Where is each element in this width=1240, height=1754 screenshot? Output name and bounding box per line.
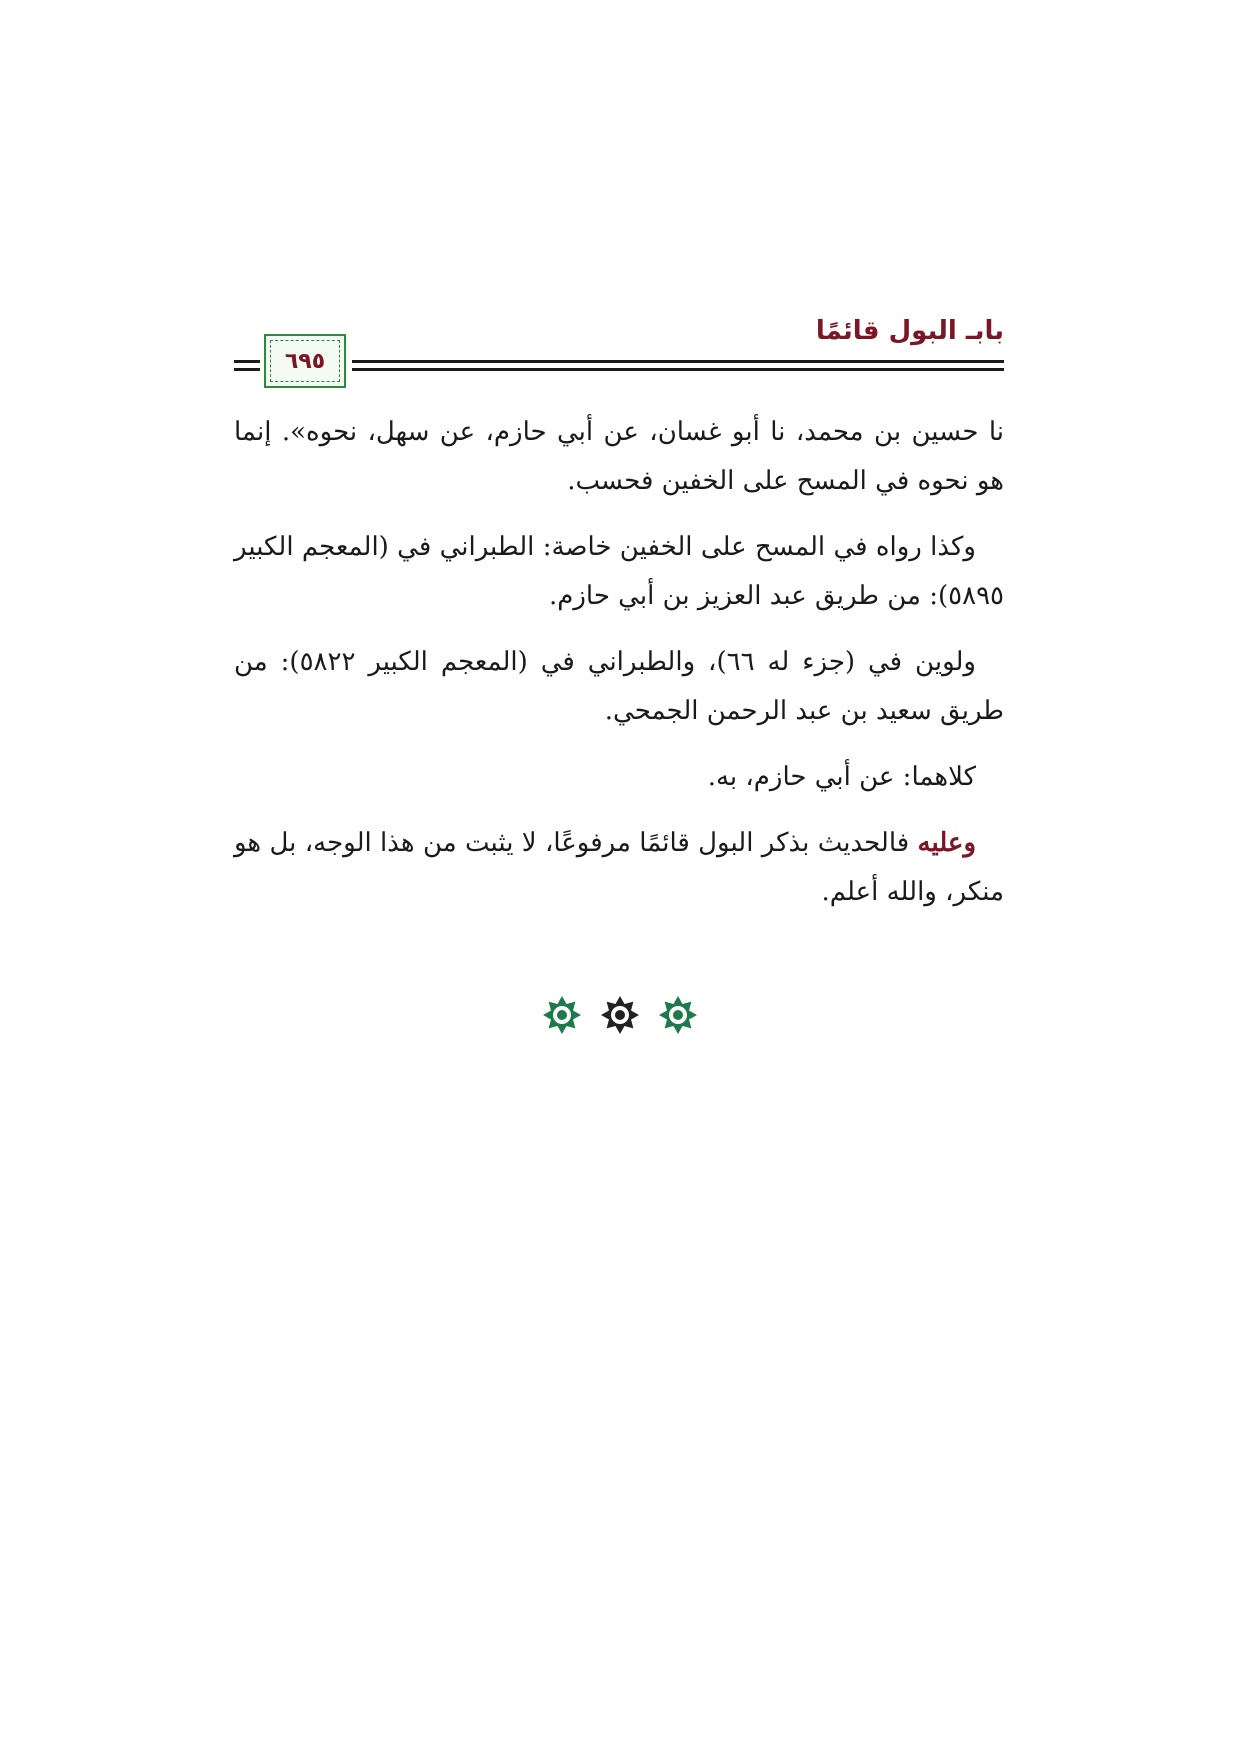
paragraph: ولوين في (جزء له ٦٦)، والطبراني في (المعجم الكبير ٥٨٢٢): من طريق سعيد بن عبد الرحمن الجمحي. — [234, 647, 1004, 726]
paragraph-text: فالحديث بذكر البول قائمًا مرفوعًا، لا يثبت من هذا الوجه، بل هو منكر، والله أعلم. — [234, 828, 1004, 907]
section-end-ornaments — [0, 995, 1240, 1045]
body-text — [234, 408, 1004, 934]
emphasis-word: وعليه — [917, 828, 976, 858]
chapter-title: بابـ البول قائمًا — [815, 316, 1004, 346]
header-rule — [234, 368, 260, 371]
paragraph: نا حسين بن محمد، نا أبو غسان، عن أبي حازم، عن سهل، نحوه». إنما هو نحوه في المسح على الخفين فحسب. — [234, 417, 1004, 496]
page-header — [234, 310, 1004, 390]
star-ornament-icon — [658, 995, 698, 1035]
page-number-frame — [264, 334, 346, 388]
star-ornament-icon — [600, 995, 640, 1035]
page-number: ٦٩٥ — [284, 348, 326, 374]
header-rule — [352, 368, 1004, 371]
header-rule — [234, 360, 260, 363]
paragraph — [234, 819, 1004, 917]
paragraph: وكذا رواه في المسح على الخفين خاصة: الطبراني في (المعجم الكبير ٥٨٩٥): من طريق عبد العزيز بن أبي حازم. — [234, 532, 1004, 611]
star-ornament-icon — [542, 995, 582, 1035]
paragraph: كلاهما: عن أبي حازم، به. — [707, 762, 976, 792]
header-rule — [352, 360, 1004, 363]
